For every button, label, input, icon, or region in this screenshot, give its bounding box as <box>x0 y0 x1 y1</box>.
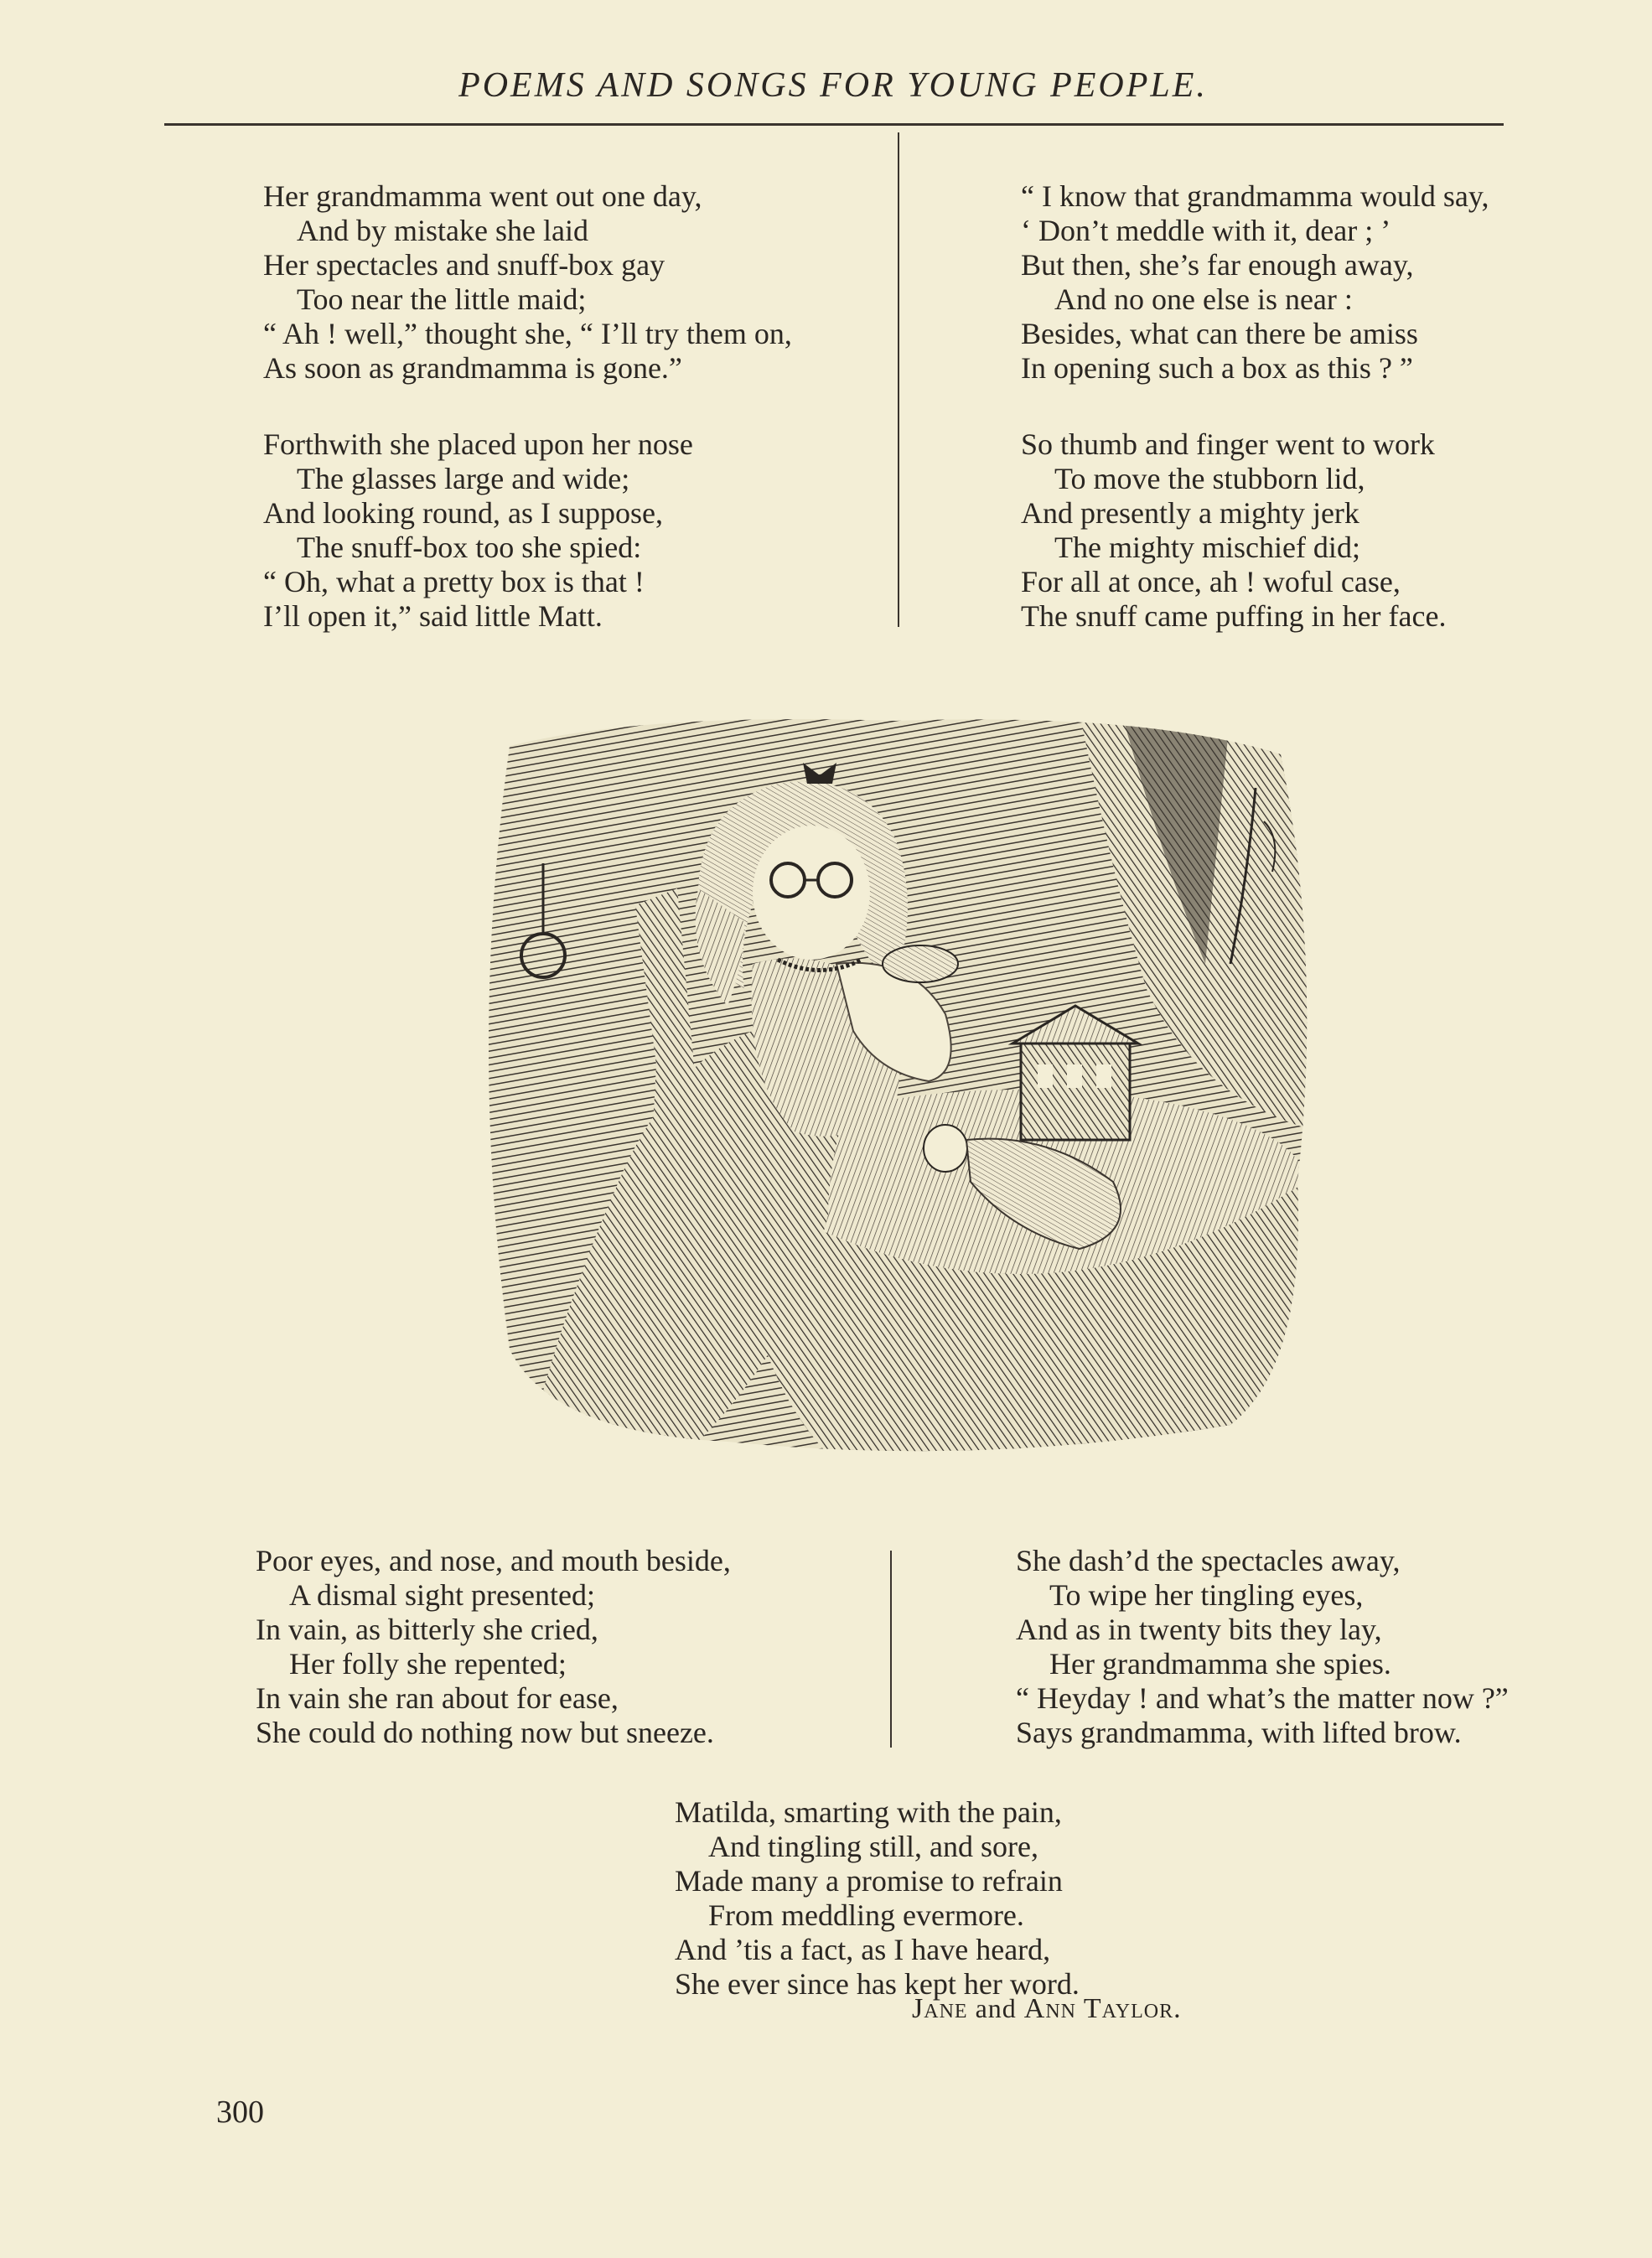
column-rule-top <box>898 132 899 627</box>
verse-line: In vain she ran about for ease, <box>256 1681 619 1715</box>
author-conjunction: and <box>975 1993 1017 2023</box>
verse-line: “ Ah ! well,” thought she, “ I’ll try them on, <box>263 317 792 350</box>
verse-line: And by mistake she laid <box>297 214 588 247</box>
verse-line: “ I know that grandmamma would say, <box>1021 179 1489 213</box>
verse-line: For all at once, ah ! woful case, <box>1021 565 1401 598</box>
verse-line: Too near the little maid; <box>297 282 587 316</box>
verse-line: Her folly she repented; <box>289 1647 567 1681</box>
verse-line: Says grandmamma, with lifted brow. <box>1016 1716 1462 1749</box>
verse-line: Besides, what can there be amiss <box>1021 317 1418 350</box>
verse-line: So thumb and finger went to work <box>1021 427 1435 461</box>
verse-line: Her grandmamma went out one day, <box>263 179 702 213</box>
verse-line: Forthwith she placed upon her nose <box>263 427 693 461</box>
verse-line: “ Oh, what a pretty box is that ! <box>263 565 645 598</box>
verse-line: But then, she’s far enough away, <box>1021 248 1414 282</box>
page-number: 300 <box>216 2095 264 2130</box>
stanza-1 <box>263 179 792 386</box>
verse-line: And no one else is near : <box>1054 282 1353 316</box>
stanza-6 <box>1016 1544 1509 1750</box>
header-rule <box>164 123 1504 126</box>
verse-line: I’ll open it,” said little Matt. <box>263 599 603 633</box>
verse-line: And tingling still, and sore, <box>708 1830 1038 1863</box>
verse-line: The glasses large and wide; <box>297 462 630 495</box>
stanza-7 <box>675 1795 1080 2002</box>
verse-line: She could do nothing now but sneeze. <box>256 1716 714 1749</box>
verse-line: She ever since has kept her word. <box>675 1967 1080 2001</box>
author-first: Jane <box>912 1993 968 2024</box>
verse-line: In opening such a box as this ? ” <box>1021 351 1413 385</box>
verse-line: Her spectacles and snuff-box gay <box>263 248 665 282</box>
verse-line: The snuff-box too she spied: <box>297 531 642 564</box>
verse-line: Her grandmamma she spies. <box>1049 1647 1391 1681</box>
verse-line: Made many a promise to refrain <box>675 1864 1063 1898</box>
author-signature <box>912 1993 1182 2025</box>
verse-line: And ’tis a fact, as I have heard, <box>675 1933 1051 1966</box>
column-rule-bottom <box>890 1551 892 1748</box>
verse-line: And looking round, as I suppose, <box>263 496 663 530</box>
running-header: POEMS AND SONGS FOR YOUNG PEOPLE. <box>458 66 1208 105</box>
verse-line: And as in twenty bits they lay, <box>1016 1613 1382 1646</box>
stanza-5 <box>256 1544 731 1750</box>
verse-line: Matilda, smarting with the pain, <box>675 1795 1062 1829</box>
verse-line: To wipe her tingling eyes, <box>1049 1578 1364 1612</box>
verse-line: The mighty mischief did; <box>1054 531 1360 564</box>
verse-line: And presently a mighty jerk <box>1021 496 1359 530</box>
author-second: Ann Taylor. <box>1023 1993 1182 2024</box>
verse-line: To move the stubborn lid, <box>1054 462 1365 495</box>
verse-line: She dash’d the spectacles away, <box>1016 1544 1401 1577</box>
stanza-2 <box>263 427 693 634</box>
verse-line: “ Heyday ! and what’s the matter now ?” <box>1016 1681 1509 1715</box>
stanza-3 <box>1021 179 1489 386</box>
verse-line: As soon as grandmamma is gone.” <box>263 351 682 385</box>
verse-line: From meddling evermore. <box>708 1898 1024 1932</box>
stanza-4 <box>1021 427 1446 634</box>
verse-line: ‘ Don’t meddle with it, dear ; ’ <box>1021 214 1391 247</box>
verse-line: A dismal sight presented; <box>289 1578 595 1612</box>
verse-line: The snuff came puffing in her face. <box>1021 599 1447 633</box>
verse-line: Poor eyes, and nose, and mouth beside, <box>256 1544 731 1577</box>
engraving-illustration <box>476 712 1318 1454</box>
verse-line: In vain, as bitterly she cried, <box>256 1613 598 1646</box>
